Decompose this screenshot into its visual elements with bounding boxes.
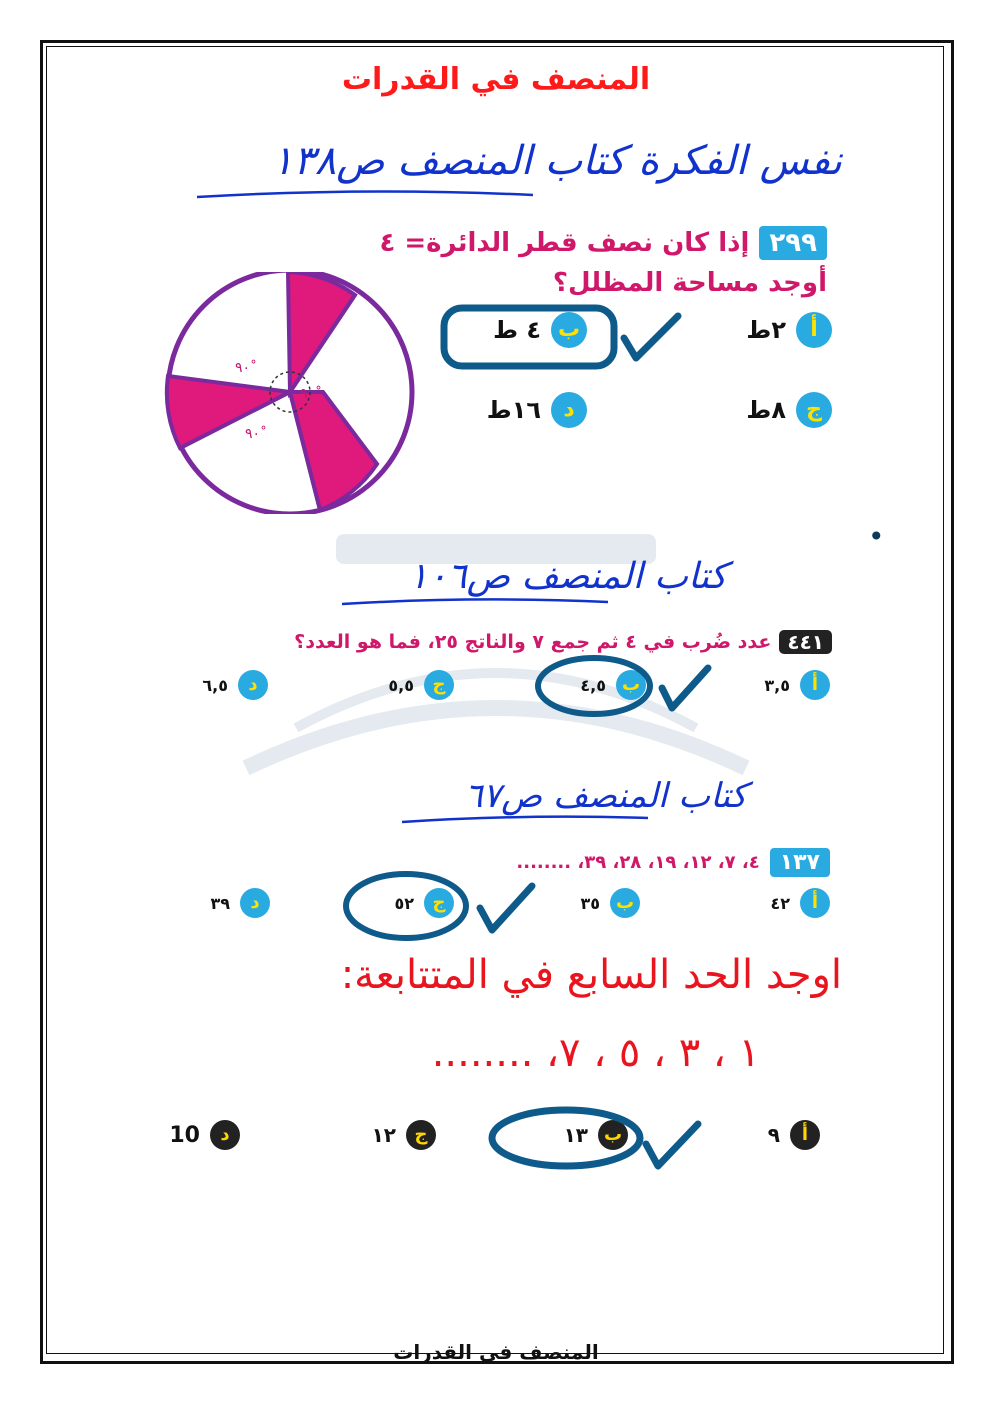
angle-label-top: ٩٠ْ — [234, 360, 250, 376]
option-letter: أ — [800, 670, 830, 700]
question-text-line2: أوجد مساحة المظلل؟ — [552, 268, 827, 298]
answer-mark-q137 — [340, 868, 540, 944]
page-title: المنصف في القدرات — [341, 62, 651, 97]
option-letter: د — [210, 1120, 240, 1150]
option-value: ٤ ط — [493, 316, 541, 344]
option-letter: د — [551, 392, 587, 428]
option-letter: ج — [424, 670, 454, 700]
angle-label-right: ٩٠ْ — [299, 386, 315, 402]
option-a[interactable] — [764, 670, 830, 700]
option-letter: أ — [800, 888, 830, 918]
option-letter: ج — [406, 1120, 436, 1150]
handwritten-note: كتاب المنصف ص٦٧ — [464, 776, 747, 816]
answer-mark-q299 — [438, 300, 698, 374]
question-441-header — [294, 630, 832, 654]
option-d[interactable] — [202, 670, 268, 700]
option-value: 10 — [169, 1122, 200, 1148]
option-d[interactable] — [169, 1120, 240, 1150]
option-d[interactable] — [487, 392, 587, 428]
option-value: ٥٢ — [394, 893, 414, 913]
underline-stroke — [195, 185, 535, 205]
shaded-circle-diagram — [160, 272, 422, 514]
option-letter: ج — [424, 888, 454, 918]
option-value: ٩ — [767, 1123, 780, 1147]
sequence-terms: ١ ، ٣ ، ٥ ، ٧، ........ — [431, 1030, 760, 1076]
option-value: ٦,٥ — [202, 675, 228, 695]
sequence-heading: اوجد الحد السابع في المتتابعة: — [340, 952, 842, 998]
option-value: ٤,٥ — [580, 675, 606, 695]
option-value: ٨ط — [746, 396, 786, 424]
option-value: ٣,٥ — [764, 675, 790, 695]
option-value: ٢ط — [746, 316, 786, 344]
handwritten-note: كتاب المنصف ص١٠٦ — [408, 556, 727, 597]
underline-stroke — [400, 812, 650, 828]
option-d[interactable] — [210, 888, 270, 918]
option-c[interactable] — [372, 1120, 436, 1150]
option-value: ٥,٥ — [388, 675, 414, 695]
option-value: ٤٢ — [770, 893, 790, 913]
page-footer: المنصف في القدرات — [393, 1340, 599, 1364]
question-text: ٤، ٧، ١٢، ١٩، ٢٨، ٣٩، ........ — [516, 852, 760, 873]
option-letter: ب — [598, 1120, 628, 1150]
option-value: ١٦ط — [486, 396, 541, 424]
option-value: ٣٥ — [580, 893, 600, 913]
question-number: ٤٤١ — [779, 630, 832, 654]
option-value: ١٢ — [371, 1123, 396, 1147]
question-number: ٢٩٩ — [759, 226, 827, 260]
question-text: عدد ضُرب في ٤ ثم جمع ٧ والناتج ٢٥، فما هو العدد؟ — [294, 631, 772, 653]
question-text: إذا كان نصف قطر الدائرة= ٤ — [379, 228, 750, 258]
option-letter: أ — [796, 312, 832, 348]
option-value: ١٣ — [563, 1123, 588, 1147]
option-a[interactable] — [770, 888, 830, 918]
option-letter: د — [238, 670, 268, 700]
answer-mark-q441 — [532, 652, 722, 722]
option-letter: ب — [610, 888, 640, 918]
bullet: • — [868, 520, 885, 553]
underline-stroke — [340, 594, 610, 610]
question-137-header — [516, 848, 830, 877]
handwritten-note: نفس الفكرة كتاب المنصف ص١٣٨ — [271, 138, 842, 184]
question-299-header — [379, 226, 827, 260]
option-a[interactable] — [768, 1120, 820, 1150]
answer-mark-seq — [486, 1104, 706, 1174]
option-letter: ب — [616, 670, 646, 700]
option-letter: د — [240, 888, 270, 918]
option-value: ٣٩ — [210, 893, 230, 913]
option-b[interactable] — [580, 888, 640, 918]
option-a[interactable] — [746, 312, 832, 348]
option-letter: ب — [551, 312, 587, 348]
option-c[interactable] — [746, 392, 832, 428]
option-letter: أ — [790, 1120, 820, 1150]
angle-label-bottom: ٩٠ْ — [244, 426, 260, 442]
question-number: ١٣٧ — [770, 848, 830, 877]
option-c[interactable] — [388, 670, 454, 700]
option-letter: ج — [796, 392, 832, 428]
